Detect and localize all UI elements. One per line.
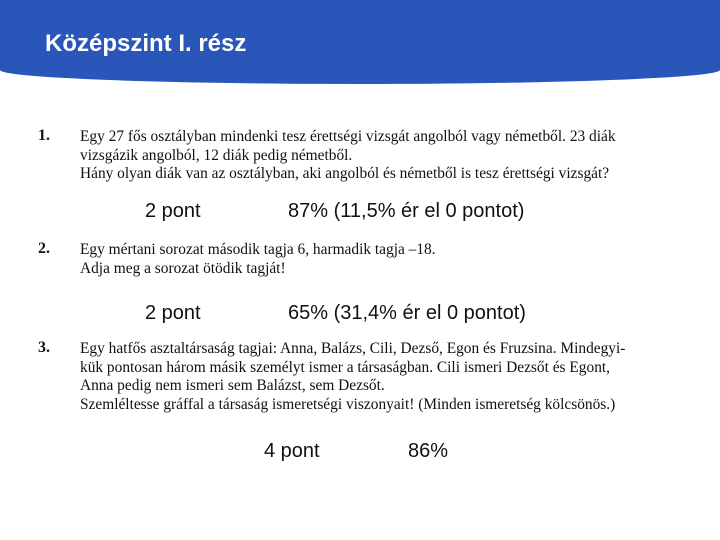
slide-title: Középszint I. rész bbox=[45, 30, 247, 57]
question-1-line: vizsgázik angolból, 12 diák pedig németből. bbox=[80, 146, 353, 164]
question-1-line: Hány olyan diák van az osztályban, aki angolból és németből is tesz érettségi vizsgát? bbox=[80, 165, 610, 182]
question-2-line: Adja meg a sorozat ötödik tagját! bbox=[80, 259, 286, 277]
question-2-result: 65% (31,4% ér el 0 pontot) bbox=[288, 302, 526, 324]
question-3-text bbox=[80, 340, 680, 414]
question-3-number: 3. bbox=[38, 339, 50, 356]
question-3-line: kük pontosan három másik személyt ismer a társaságban. Cili ismeri Dezsőt és Egont, bbox=[80, 358, 611, 376]
question-3-line: Egy hatfős asztaltársaság tagjai: Anna, Balázs, Cili, Dezső, Egon és Fruzsina. Mindegyi- bbox=[80, 340, 626, 357]
question-1-line: Egy 27 fős osztályban mindenki tesz érettségi vizsgát angolból vagy németből. 23 diák bbox=[80, 128, 616, 145]
question-1-points: 2 pont bbox=[145, 200, 201, 222]
question-1-result: 87% (11,5% ér el 0 pontot) bbox=[288, 200, 525, 222]
question-2-text bbox=[80, 241, 680, 278]
question-2-number: 2. bbox=[38, 240, 50, 257]
question-3-result: 86% bbox=[408, 440, 449, 462]
question-2-points: 2 pont bbox=[145, 302, 201, 324]
question-1-number: 1. bbox=[38, 127, 50, 144]
question-2-line: Egy mértani sorozat második tagja 6, harmadik tagja –18. bbox=[80, 241, 436, 258]
question-3-line: Anna pedig nem ismeri sem Balázst, sem Dezsőt. bbox=[80, 377, 385, 394]
question-3-line: Szemléltesse gráffal a társaság ismeretségi viszonyait! (Minden ismeretség kölcsönös.) bbox=[80, 395, 616, 413]
title-bar bbox=[0, 0, 720, 84]
question-3-points: 4 pont bbox=[264, 440, 320, 462]
question-1-text bbox=[80, 128, 680, 184]
